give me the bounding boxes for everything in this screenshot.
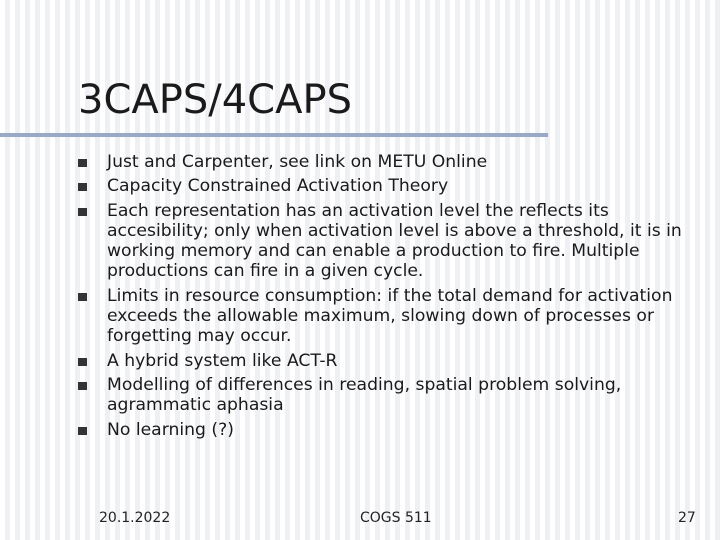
square-bullet-icon [78, 208, 87, 216]
title-underline [0, 133, 548, 137]
list-item [78, 375, 698, 416]
page-number: 27 [678, 510, 696, 526]
list-item [78, 201, 698, 282]
bullet-text: A hybrid system like ACT-R [107, 350, 338, 371]
square-bullet-icon [78, 293, 87, 301]
list-item [78, 351, 698, 371]
square-bullet-icon [78, 427, 87, 435]
square-bullet-icon [78, 159, 87, 167]
bullet-text: No learning (?) [107, 419, 234, 440]
list-item [78, 176, 698, 196]
footer-course: COGS 511 [360, 510, 432, 526]
square-bullet-icon [78, 358, 87, 366]
footer-date: 20.1.2022 [99, 510, 171, 526]
bullet-text: Capacity Constrained Activation Theory [107, 176, 449, 197]
list-item [78, 420, 698, 440]
bullet-text: Limits in resource consumption: if the total demand for activation exceeds the allowable maximum, slowing down of processes or forgetting may occur. [107, 285, 673, 347]
bullet-list [78, 152, 698, 444]
square-bullet-icon [78, 382, 87, 390]
slide-title: 3CAPS/4CAPS [78, 77, 352, 123]
bullet-text: Just and Carpenter, see link on METU Online [107, 152, 488, 172]
bullet-text: Modelling of differences in reading, spatial problem solving, agrammatic aphasia [107, 374, 622, 416]
list-item [78, 286, 698, 347]
list-item [78, 152, 698, 172]
square-bullet-icon [78, 183, 87, 191]
bullet-text: Each representation has an activation level the reflects its accesibility; only when activation level is above a threshold, it is in working memory and can enable a production to fire. Multiple productions can fire in a given cycle. [107, 200, 682, 282]
